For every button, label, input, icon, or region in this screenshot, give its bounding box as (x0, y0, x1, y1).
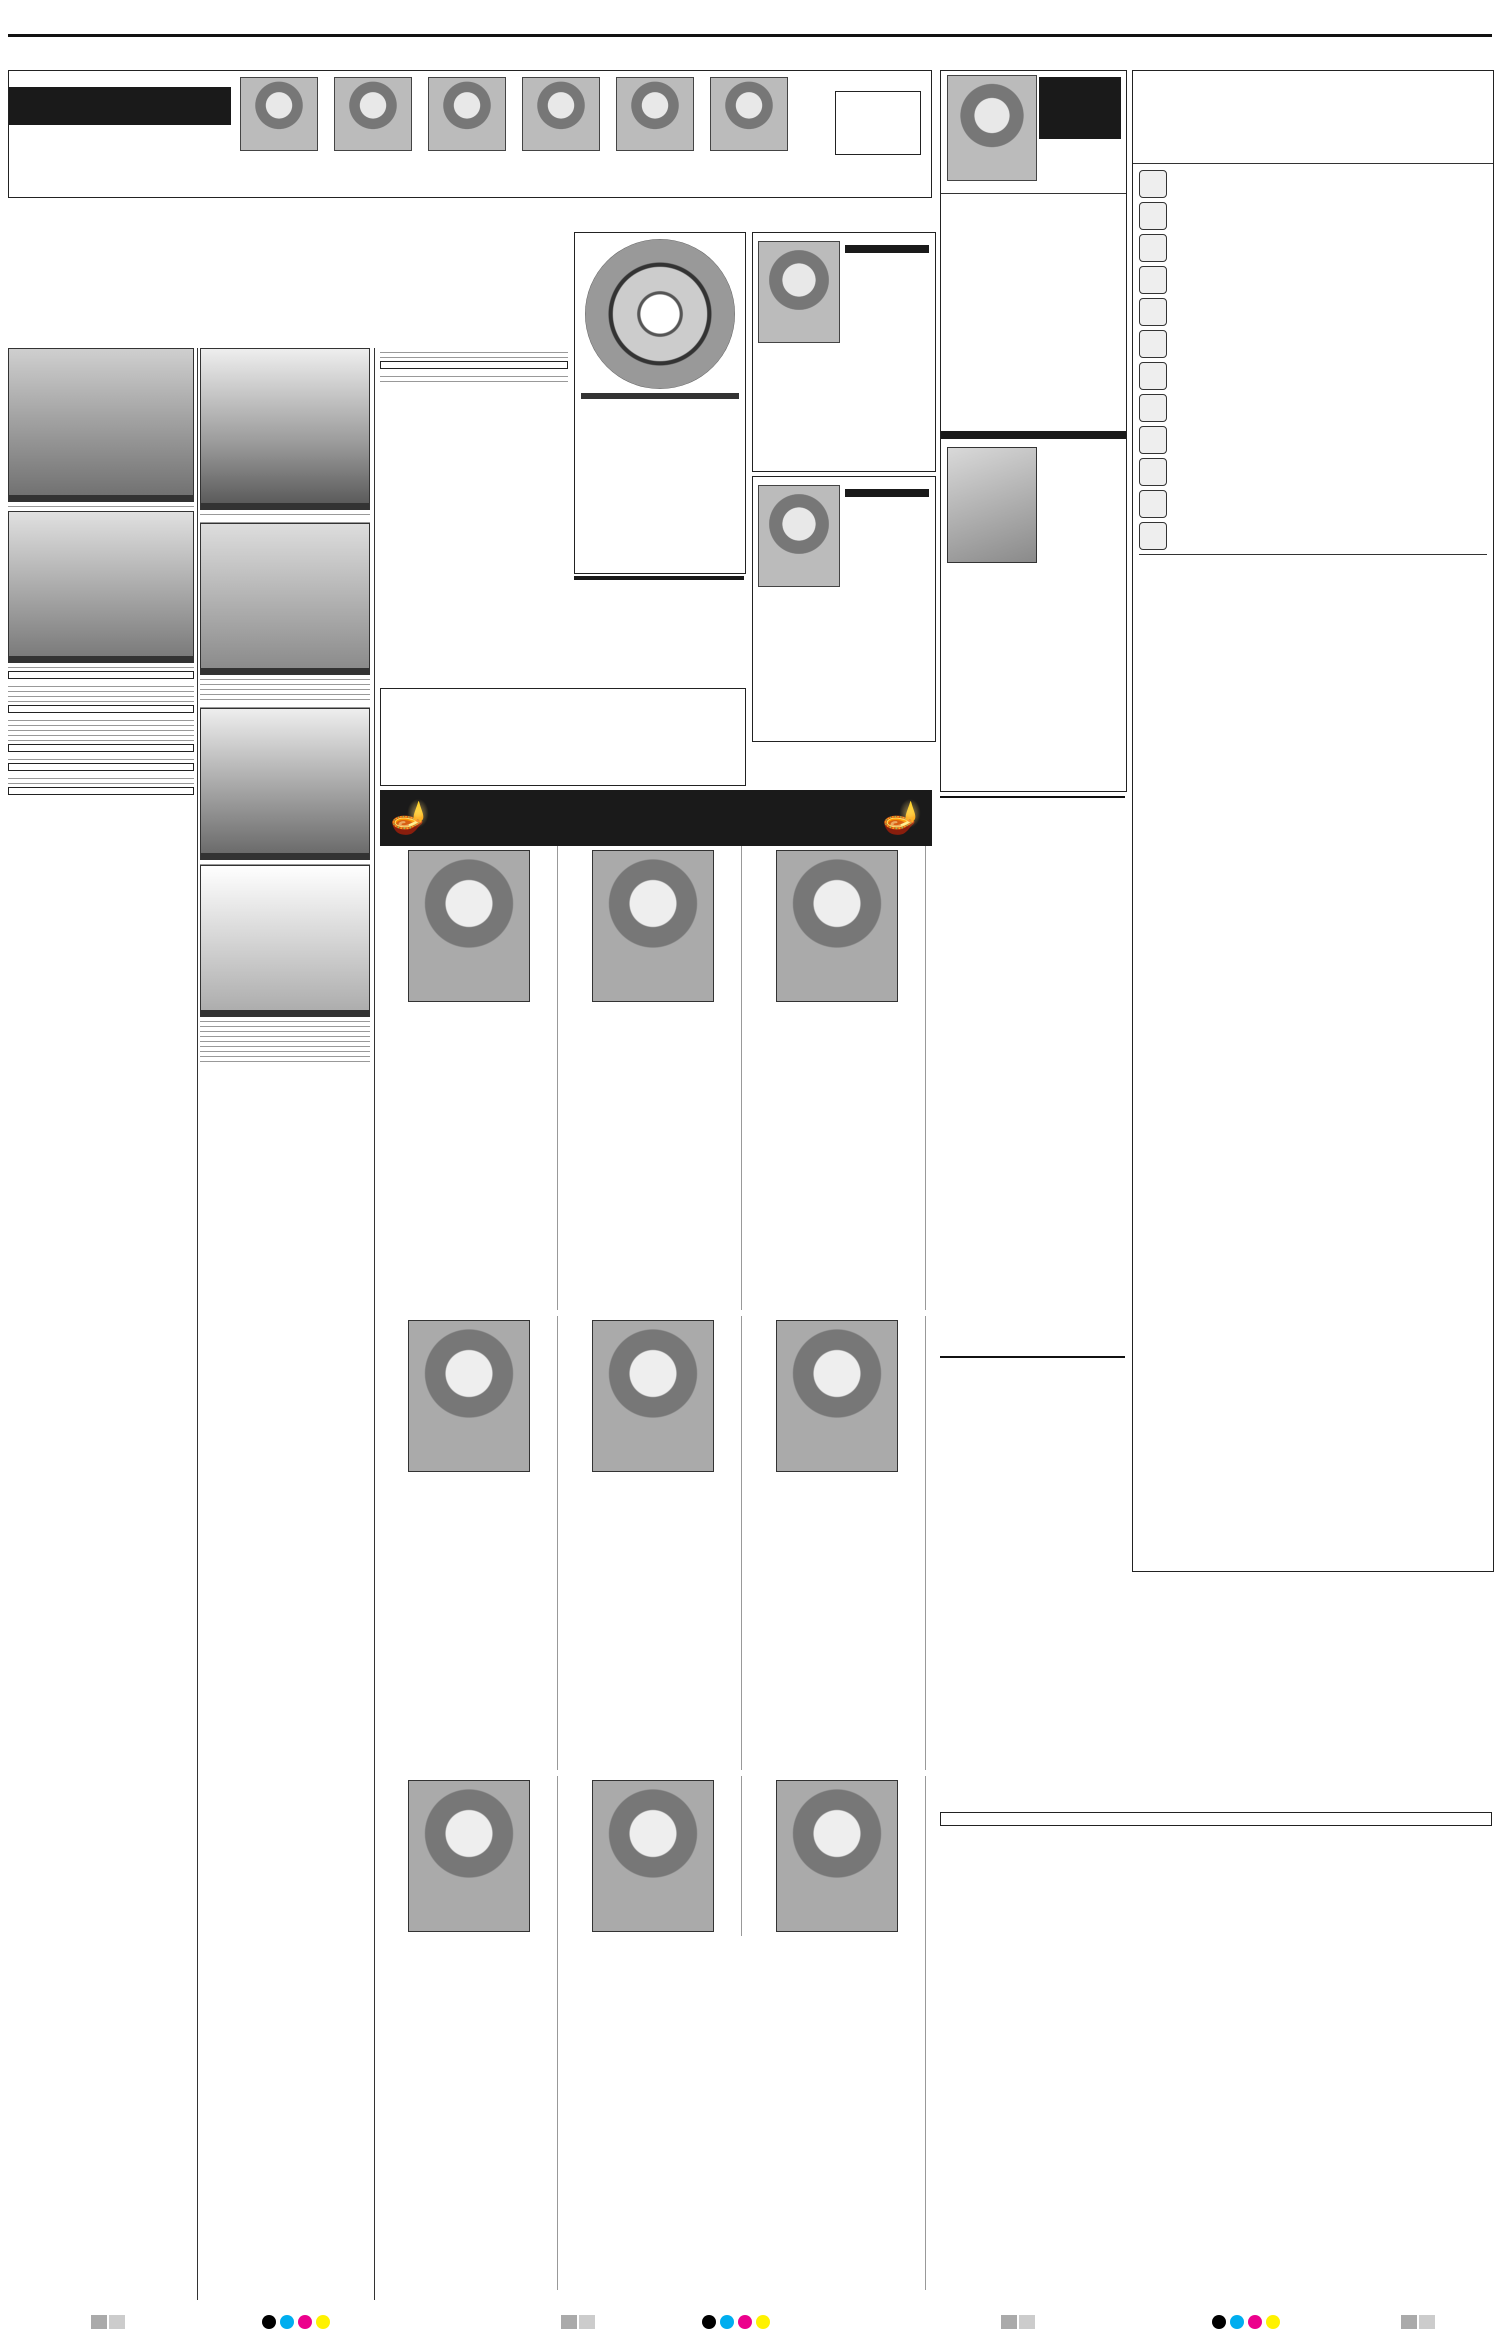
horoscope-item (1139, 362, 1487, 390)
classified-ad (8, 663, 194, 668)
classified-ad (8, 502, 194, 507)
horoscope-item (1139, 202, 1487, 230)
obituary (564, 846, 742, 1310)
capricorn-icon (1139, 458, 1167, 486)
classified-title (8, 232, 568, 342)
col1-ad (8, 502, 194, 507)
stethoscope-image (200, 865, 370, 1017)
horoscope-item (1139, 458, 1487, 486)
classified-ad (8, 755, 194, 760)
health-label (201, 1010, 369, 1016)
horoscope-item (1139, 490, 1487, 518)
packers-label (201, 853, 369, 859)
headmaster-photo (947, 447, 1037, 563)
birthday-card-2 (752, 476, 936, 742)
astrology-ad (574, 232, 746, 574)
obituary-photo (408, 850, 530, 1002)
obituary-photo (776, 1320, 898, 1472)
news-labourers (940, 1356, 1125, 1812)
obituary-photo (592, 1780, 714, 1932)
classified-ad (8, 787, 194, 795)
classified-ad (200, 510, 370, 515)
to-let-image (200, 523, 370, 675)
classified-ad (380, 353, 568, 358)
print-registration-marks (0, 2312, 1500, 2332)
libra-icon (1139, 362, 1167, 390)
kid-photo (428, 77, 506, 151)
gemini-icon (1139, 234, 1167, 262)
affidavit (574, 576, 744, 684)
col2-ads-c (200, 675, 370, 700)
classified-ad (8, 763, 194, 771)
birthday-rates (380, 688, 746, 786)
first-birthday-text (941, 194, 1126, 200)
classified-ad (8, 736, 194, 741)
astrology-text (575, 403, 745, 407)
obituary-photo (592, 850, 714, 1002)
obituary (564, 1776, 742, 1936)
real-estate-label (9, 656, 193, 662)
house-image (8, 511, 194, 663)
aquarius-icon (1139, 490, 1167, 518)
kid-photo (240, 77, 318, 151)
classified-ad (8, 779, 194, 784)
lamp-icon: 🪔 (390, 798, 430, 836)
news-maoist-body (940, 1826, 1492, 1834)
card-title (845, 489, 929, 497)
obituary-photo (592, 1320, 714, 1472)
car-image (8, 348, 194, 502)
cancer-icon (1139, 266, 1167, 294)
obituary-photo (776, 850, 898, 1002)
aries-icon (1139, 170, 1167, 198)
obituary (748, 846, 926, 1310)
classified-ad (380, 377, 568, 382)
col3-ads (380, 348, 568, 382)
truck-image (200, 708, 370, 860)
obituary-photo (776, 1780, 898, 1932)
classified-ad (200, 695, 370, 700)
girl-photo (758, 485, 840, 587)
card-title (845, 245, 929, 253)
pisces-icon (1139, 522, 1167, 550)
photo-size-box (835, 91, 921, 155)
kid-photos (239, 77, 829, 189)
construction-label (201, 503, 369, 509)
to-let-label (201, 668, 369, 674)
classified-ad (380, 361, 568, 369)
lamp-icon: 🪔 (882, 798, 922, 836)
col2-ads-f (200, 1017, 370, 1062)
obituary-photo (408, 1780, 530, 1932)
horoscope-item (1139, 298, 1487, 326)
rates-text (381, 689, 745, 701)
news-labourers-headline (940, 1358, 1125, 1366)
col2-ads-a (200, 510, 370, 515)
kid-card (427, 77, 507, 189)
affidavit-text (574, 580, 744, 584)
horoscope-item (1139, 394, 1487, 422)
birthday-card-1 (752, 232, 936, 472)
astrology-wheel-icon (585, 239, 735, 389)
baby-photo (947, 75, 1037, 181)
horoscope-item (1139, 426, 1487, 454)
sagittarius-icon (1139, 426, 1167, 454)
horoscope-item (1139, 522, 1487, 550)
classified-ad (8, 671, 194, 679)
classified-col-1 (8, 348, 194, 2300)
first-birthday-card (940, 70, 1127, 792)
scorpio-icon (1139, 394, 1167, 422)
horoscope-list (1133, 164, 1493, 569)
kid-photo (710, 77, 788, 151)
astrology-label (581, 393, 739, 399)
horoscope-panel (1132, 70, 1494, 1572)
kid-photo (616, 77, 694, 151)
memorial-section (380, 790, 932, 2300)
leo-icon (1139, 298, 1167, 326)
obituary (380, 1776, 558, 2290)
memorial-title-bar (380, 790, 932, 846)
girl-photo (758, 241, 840, 343)
construction-image (200, 348, 370, 510)
kid-card (521, 77, 601, 189)
masthead (8, 4, 1492, 34)
kid-card (333, 77, 413, 189)
horoscope-item (1139, 330, 1487, 358)
kid-photo (522, 77, 600, 151)
automobile-label (9, 495, 193, 501)
birthday-title (9, 87, 231, 125)
horoscope-item (1139, 266, 1487, 294)
obituary (748, 1316, 926, 1770)
obituary (380, 1316, 558, 1770)
horoscope-footer (1139, 554, 1487, 559)
headmaster-text (941, 695, 1126, 699)
obituary (380, 846, 558, 1310)
news-maoist (940, 1812, 1492, 2300)
news-maoist-kicker (940, 1812, 1492, 1826)
kid-photo (334, 77, 412, 151)
headmaster-title (941, 431, 1126, 439)
classified-ad (8, 697, 194, 702)
obituary-grid (380, 846, 932, 2296)
kid-card (709, 77, 789, 189)
classified-ad (200, 1057, 370, 1062)
obituary-photo (408, 1320, 530, 1472)
classified-ad (8, 705, 194, 713)
headmaster-name (941, 563, 1126, 695)
kid-card (615, 77, 695, 189)
kid-card (239, 77, 319, 189)
classified-ad (8, 744, 194, 752)
news-governor-headline (940, 798, 1125, 806)
birthday-note (10, 199, 928, 227)
col1-ads (8, 663, 194, 795)
news-governor (940, 796, 1125, 1348)
birthday-form (8, 70, 932, 198)
obituary (564, 1316, 742, 1770)
taurus-icon (1139, 202, 1167, 230)
classified-col-3 (380, 348, 568, 684)
horoscope-item (1139, 234, 1487, 262)
virgo-icon (1139, 330, 1167, 358)
first-birthday-title (1039, 77, 1121, 139)
obituary (748, 1776, 926, 2290)
horoscope-item (1139, 170, 1487, 198)
classified-col-2 (200, 348, 370, 2300)
